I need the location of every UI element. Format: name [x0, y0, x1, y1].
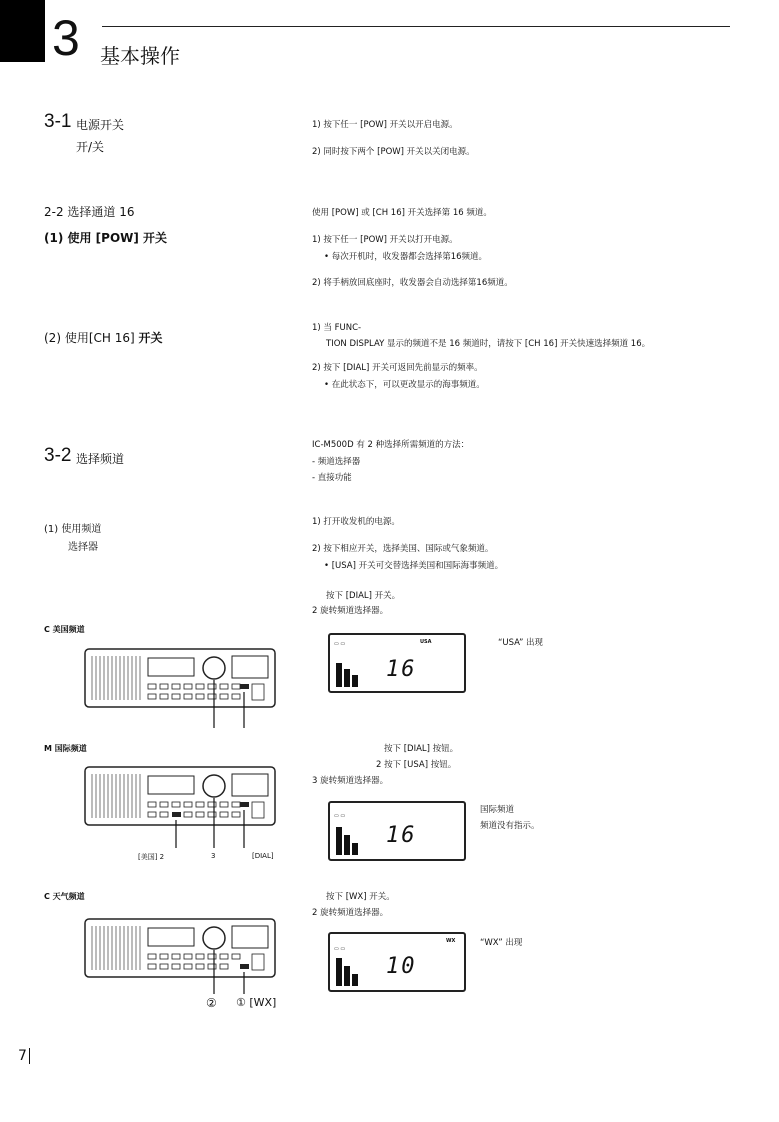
figM-label-dial: [DIAL]: [252, 852, 274, 860]
lcd-usa: [328, 633, 466, 693]
figW-instr1: 按下 [WX] 开关。: [326, 892, 395, 902]
sec31-step1: 1) 按下任一 [POW] 开关以开启电源。: [312, 120, 458, 130]
sec32-p1-step1: 1) 打开收发机的电源。: [312, 517, 400, 527]
header-rule: [102, 26, 730, 27]
lcd-wx-tag: WX: [446, 938, 456, 944]
sec32-method1: - 频道选择器: [312, 457, 361, 467]
lcd-indicator: ▭ ▭: [334, 641, 346, 647]
sec22-p1-title: (1) 使用 [POW] 开关: [44, 231, 168, 245]
figC-note: “USA” 出现: [498, 638, 544, 648]
sec22-p2-title-text: (2) 使用[CH 16]: [44, 331, 139, 345]
sec32-p1-title1: (1) 使用频道: [44, 524, 102, 535]
lcd-wx: [328, 932, 466, 992]
sec22-intro: 使用 [POW] 或 [CH 16] 开关选择第 16 频道。: [312, 208, 492, 218]
figW-label-wx: ① [WX]: [236, 996, 277, 1009]
figM-instr1: 按下 [DIAL] 按钮。: [384, 744, 459, 754]
section-3-2-title: 选择频道: [76, 452, 125, 466]
sec31-step2: 2) 同时按下两个 [POW] 开关以关闭电源。: [312, 147, 475, 157]
figW-instr2: 2 旋转频道选择器。: [312, 908, 389, 918]
lcd-indicator: ▭ ▭: [334, 946, 346, 952]
section-3-1-title: 电源开关: [76, 118, 125, 132]
section-3-2-number: 3-2: [44, 445, 72, 466]
sec22-p2-bullet: • 在此状态下，可以更改显示的海事频道。: [324, 380, 485, 390]
lcd-intl: [328, 801, 466, 861]
sec22-p2-title: [44, 329, 163, 346]
page-number: 7: [18, 1048, 30, 1064]
figM-instr3: 3 旋转频道选择器。: [312, 776, 389, 786]
sec32-p1-bullet: • [USA] 开关可交替选择美国和国际海事频道。: [324, 561, 504, 571]
figM-label-3: 3: [211, 852, 216, 860]
sec32-method2: - 直接功能: [312, 473, 352, 483]
figC-title: C 美国频道: [44, 625, 85, 634]
figW-title: C 天气频道: [44, 892, 85, 901]
lcd-wx-channel: 10: [386, 954, 417, 979]
sec22-p2-step1b: TION DISPLAY 显示的频道不是 16 频道时，请按下 [CH 16] 开关快速选择频道 16。: [326, 339, 651, 349]
sec32-p1-step2: 2) 按下相应开关，选择美国、国际或气象频道。: [312, 544, 494, 554]
lcd-usa-tag: USA: [420, 639, 432, 645]
chapter-number: 3: [52, 10, 80, 66]
sec22-p2-step2: 2) 按下 [DIAL] 开关可返回先前显示的频率。: [312, 363, 483, 373]
lcd-intl-channel: 16: [386, 823, 417, 848]
figM-label-usa: [美国] 2: [138, 853, 165, 861]
figW-note: “WX” 出现: [480, 938, 523, 948]
chapter-tab: [0, 0, 45, 62]
radio-diagram-intl: [84, 766, 276, 850]
figC-instr1: 按下 [DIAL] 开关。: [326, 591, 401, 601]
figC-instr2: 2 旋转频道选择器。: [312, 606, 389, 616]
sec22-p2-title-bold: 开关: [138, 331, 163, 345]
sec22-p2-step1a: 1) 当 FUNC-: [312, 323, 362, 333]
sec22-p1-step1: 1) 按下任一 [POW] 开关以打开电源。: [312, 235, 458, 245]
figM-note2: 频道没有指示。: [480, 821, 540, 831]
radio-diagram-wx: [84, 918, 276, 994]
figM-note1: 国际频道: [480, 805, 515, 815]
figM-title: M 国际频道: [44, 744, 87, 753]
sec32-p1-title2: 选择器: [68, 542, 98, 553]
radio-diagram-usa: [84, 648, 276, 730]
lcd-indicator: ▭ ▭: [334, 813, 346, 819]
section-3-1-subtitle: 开/关: [76, 140, 105, 154]
figM-instr2: 2 按下 [USA] 按钮。: [376, 760, 457, 770]
sec22-p1-step2: 2) 将手柄放回底座时，收发器会自动选择第16频道。: [312, 278, 513, 288]
sec32-intro: IC-M500D 有 2 种选择所需频道的方法：: [312, 440, 470, 450]
lcd-usa-channel: 16: [386, 657, 417, 682]
chapter-title: 基本操作: [100, 44, 180, 68]
figW-label-2: ②: [206, 996, 217, 1010]
section-3-1-number: 3-1: [44, 111, 72, 132]
sec22-p1-bullet: • 每次开机时，收发器都会选择第16频道。: [324, 252, 488, 262]
section-2-2-title: 2-2 选择通道 16: [44, 205, 135, 219]
